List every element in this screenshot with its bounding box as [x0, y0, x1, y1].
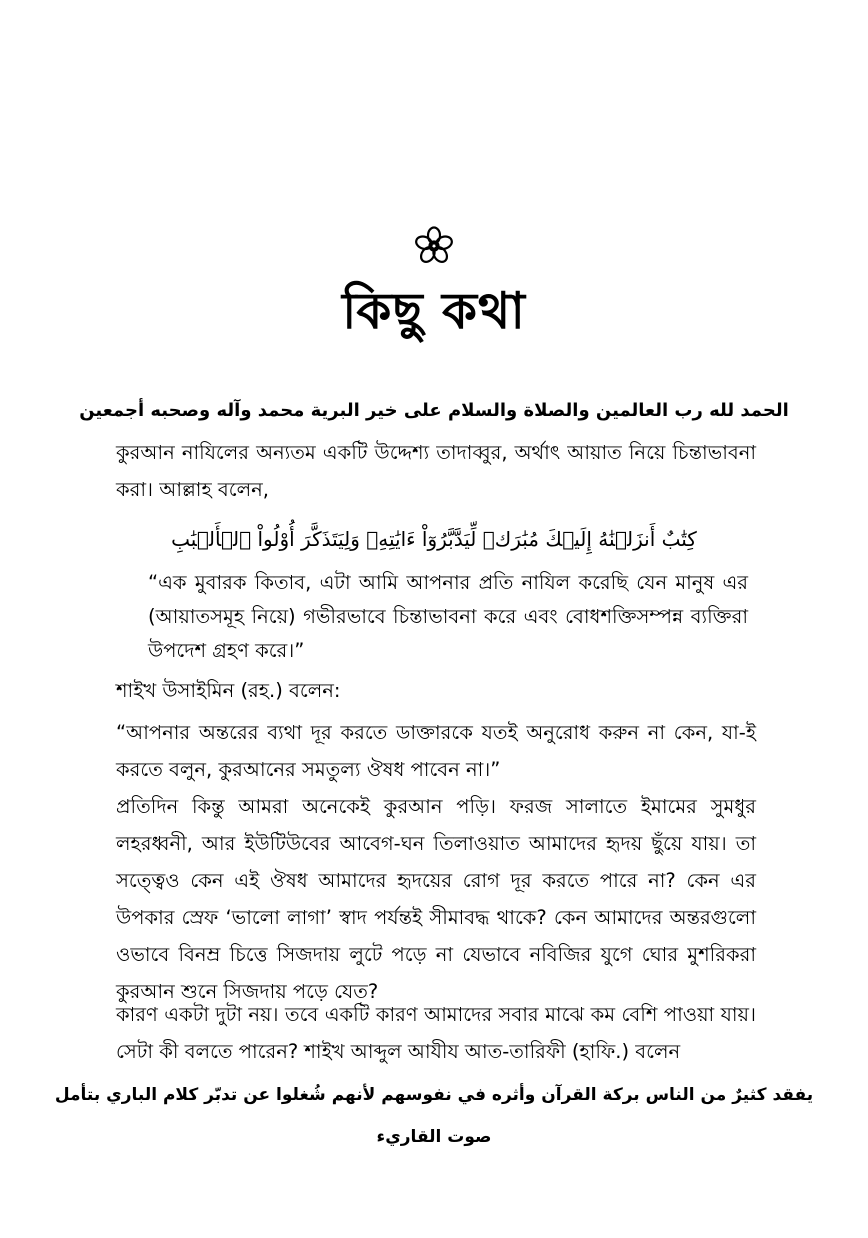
ayah-translation: “এক মুবারক কিতাব, এটা আমি আপনার প্রতি নাযিল করেছি যেন মানুষ এর (আয়াতসমূহ নিয়ে) গভীরভাবে চিন্তাভাবনা করে এবং বোধশক্তিসম্পন্ন ব্যক্তিরা উপদেশ গ্রহণ করে।”	[148, 571, 748, 662]
closing-source: صوت القاريء	[376, 1127, 492, 1147]
paragraph-reason: কারণ একটা দুটা নয়। তবে একটি কারণ আমাদের সবার মাঝে কম বেশি পাওয়া যায়। সেটা কী বলতে পারেন? শাইখ আব্দুল আযীয আত-তারিফী (হাফি.) বলেন	[116, 1003, 756, 1063]
flower-icon	[414, 226, 454, 266]
paragraph-body: প্রতিদিন কিন্তু আমরা অনেকেই কুরআন পড়ি। ফরজ সালাতে ইমামের সুমধুর লহরধ্বনী, আর ইউটিউবের আবেগ-ঘন তিলাওয়াত আমাদের হৃদয় ছুঁয়ে যায়। তা সত্ত্বেও কেন এই ঔষধ আমাদের হৃদয়ের রোগ দূর করতে পারে না? কেন এর উপকার স্রেফ ‘ভালো লাগা’ স্বাদ পর্যন্তই সীমাবদ্ধ থাকে? কেন আমাদের অন্তরগুলো ওভাবে বিনম্র চিত্তে সিজদায় লুটে পড়ে না যেভাবে নবিজির যুগে ঘোর মুশরিকরা কুরআন শুনে সিজদায় পড়ে যেত?	[116, 795, 756, 1003]
page-title: কিছু কথা	[342, 282, 526, 340]
speaker-line: শাইখ উসাইমিন (রহ.) বলেন:	[116, 679, 341, 702]
closing-arabic-quote: يفقد كثيرٌ من الناس بركة القرآن وأثره في نفوسهم لأنهم شُغلوا عن تدبّر كلام الباري بتأمل	[54, 1085, 814, 1105]
intro-arabic: الحمد لله رب العالمين والصلاة والسلام على خير البرية محمد وآله وصحبه أجمعين	[79, 400, 789, 421]
ayah-arabic: كِتَٰبٌ أَنزَلۡنَٰهُ إِلَيۡكَ مُبَٰرَكٞ لِّيَدَّبَّرُوٓاْ ءَايَٰتِهِۦ وَلِيَتَذَكَّرَ أُوْلُواْ ٱلۡأَلۡبَٰبِ	[171, 527, 697, 551]
paragraph-intro: কুরআন নাযিলের অন্যতম একটি উদ্দেশ্য তাদাব্বুর, অর্থাৎ আয়াত নিয়ে চিন্তাভাবনা করা। আল্লাহ বলেন,	[116, 441, 756, 501]
uthaymin-quote: “আপনার অন্তরের ব্যথা দূর করতে ডাক্তারকে যতই অনুরোধ করুন না কেন, যা-ই করতে বলুন, কুরআনের সমতুল্য ঔষধ পাবেন না।”	[116, 721, 756, 781]
